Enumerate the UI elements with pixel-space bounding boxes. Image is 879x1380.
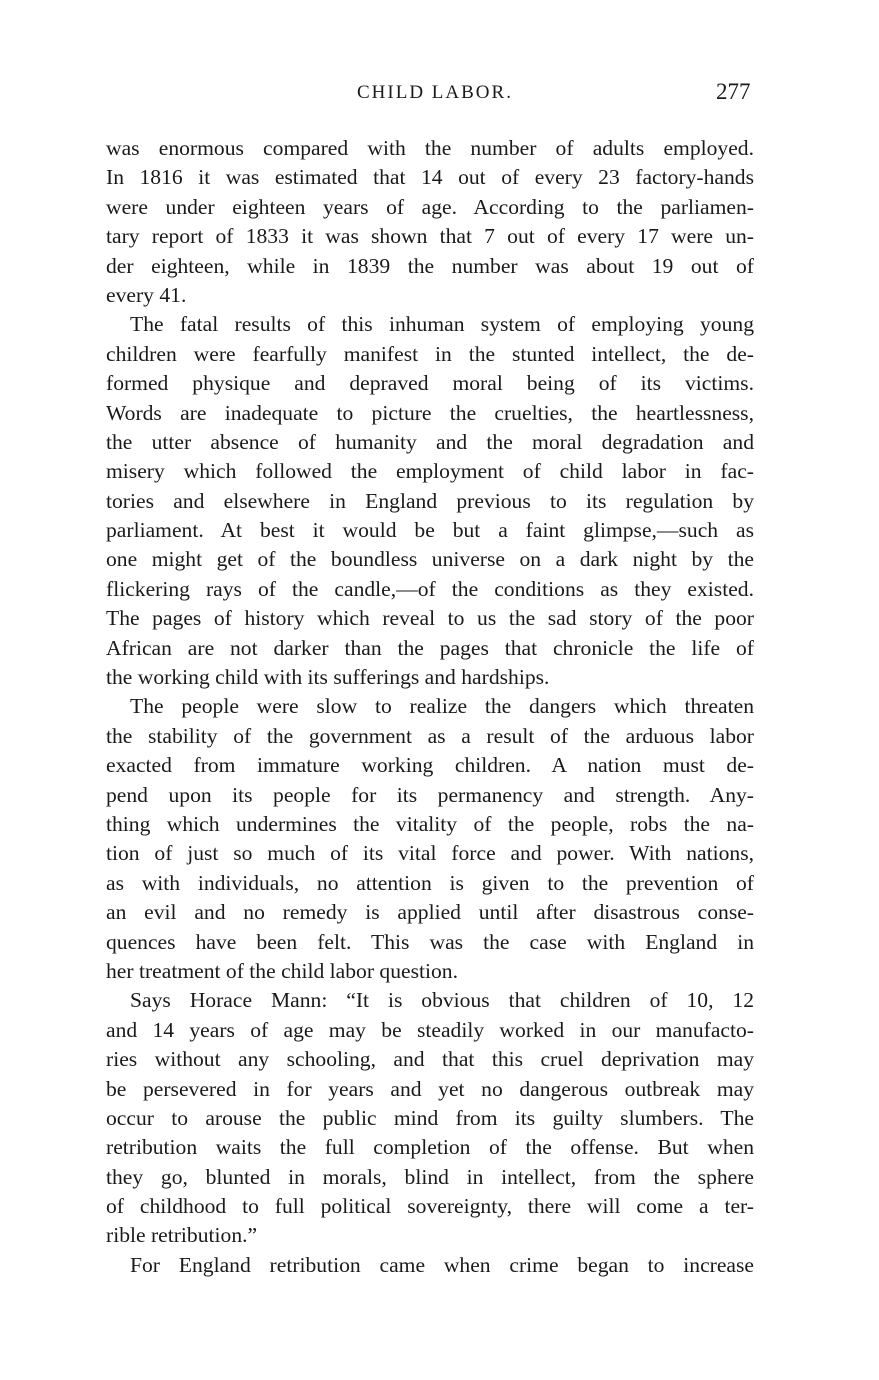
text-line: der eighteen, while in 1839 the number was about 19 out of [106,253,754,278]
text-line: flickering rays of the candle,—of the conditions as they existed. [106,576,754,601]
text-line: The fatal results of this inhuman system of employing young [130,312,754,337]
text-line: thing which undermines the vitality of the people, robs the na- [106,811,754,836]
text-line: one might get of the boundless universe on a dark night by the [106,547,754,572]
running-head: CHILD LABOR. [357,82,513,103]
text-line: exacted from immature working children. A nation must de- [106,753,754,778]
text-line: of childhood to full political sovereignty, there will come a ter- [106,1194,754,1219]
text-line: Words are inadequate to picture the cruelties, the heartlessness, [106,400,754,425]
text-line: retribution waits the full completion of the offense. But when [106,1135,754,1160]
text-line: The pages of history which reveal to us the sad story of the poor [106,606,754,631]
text-line: parliament. At best it would be but a faint glimpse,—such as [106,518,754,543]
text-line: Says Horace Mann: “It is obvious that children of 10, 12 [130,988,754,1013]
page-number: 277 [716,79,751,104]
text-line: were under eighteen years of age. According to the parliamen- [106,194,754,219]
text-line: formed physique and depraved moral being of its victims. [106,371,754,396]
body-text [106,134,754,1280]
text-line: an evil and no remedy is applied until after disastrous conse- [106,900,754,925]
text-line: African are not darker than the pages that chronicle the life of [106,635,754,660]
text-line: children were fearfully manifest in the stunted intellect, the de- [106,341,754,366]
text-line: ries without any schooling, and that this cruel deprivation may [106,1047,754,1072]
text-line: the utter absence of humanity and the moral degradation and [106,429,754,454]
text-line: the working child with its sufferings and hardships. [106,665,550,690]
text-line: as with individuals, no attention is given to the prevention of [106,870,754,895]
text-line: occur to arouse the public mind from its guilty slumbers. The [106,1105,754,1130]
page-header [0,79,879,112]
text-line: her treatment of the child labor question. [106,958,458,983]
text-line: In 1816 it was estimated that 14 out of every 23 factory-hands [106,165,754,190]
text-line: The people were slow to realize the dangers which threaten [130,694,754,719]
text-line: tary report of 1833 it was shown that 7 out of every 17 were un- [106,224,754,249]
text-line: every 41. [106,282,187,307]
text-line: and 14 years of age may be steadily worked in our manufacto- [106,1017,754,1042]
text-line: For England retribution came when crime began to increase [130,1252,754,1277]
text-line: tion of just so much of its vital force and power. With nations, [106,841,754,866]
text-line: they go, blunted in morals, blind in intellect, from the sphere [106,1164,754,1189]
text-line: rible retribution.” [106,1223,258,1248]
text-line: the stability of the government as a result of the arduous labor [106,723,754,748]
text-line: misery which followed the employment of child labor in fac- [106,459,754,484]
text-line: pend upon its people for its permanency and strength. Any- [106,782,754,807]
text-line: was enormous compared with the number of adults employed. [106,136,754,160]
text-line: tories and elsewhere in England previous to its regulation by [106,488,754,513]
text-line: be persevered in for years and yet no dangerous outbreak may [106,1076,754,1101]
text-line: quences have been felt. This was the case with England in [106,929,754,954]
